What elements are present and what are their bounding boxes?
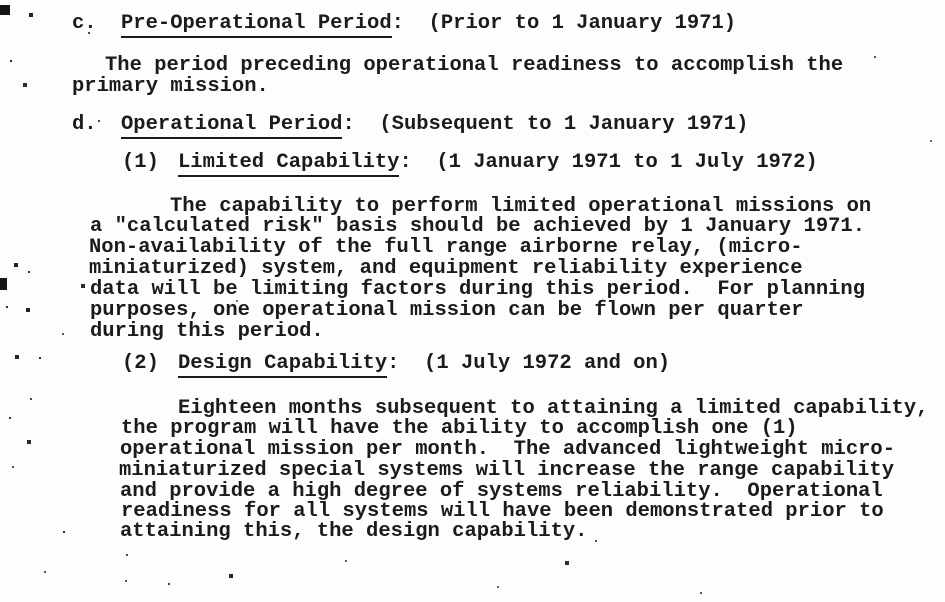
section-c-paragraph-line: primary mission. <box>72 75 269 98</box>
subsection-2-heading <box>178 353 670 375</box>
subsection-1-paragraph-line: purposes, one operational mission can be flown per quarter <box>90 299 804 322</box>
section-c-title-suffix: : (Prior to 1 January 1971) <box>391 12 737 35</box>
section-d-label: d. <box>72 113 97 136</box>
scan-speckles <box>0 0 2 2</box>
subsection-2-paragraph-line: miniaturized special systems will increase the range capability <box>119 459 895 482</box>
subsection-2-paragraph-line: the program will have the ability to accomplish one (1) <box>121 417 798 440</box>
subsection-2-paragraph-line: Eighteen months subsequent to attaining a limited capability, <box>178 397 929 420</box>
subsection-1-paragraph-line: Non-availability of the full range airborne relay, (micro- <box>89 236 803 259</box>
section-d-title-suffix: : (Subsequent to 1 January 1971) <box>342 113 749 136</box>
subsection-1-paragraph-line: miniaturized) system, and equipment reliability experience <box>89 257 803 280</box>
subsection-2-label: (2) <box>122 352 159 375</box>
subsection-2-paragraph-line: readiness for all systems will have been demonstrated prior to <box>121 500 884 523</box>
subsection-1-paragraph-line: during this period. <box>90 320 324 343</box>
scan-edge-mark <box>0 5 10 15</box>
subsection-1-label: (1) <box>122 151 159 174</box>
section-c-label: c. <box>72 12 97 35</box>
subsection-1-paragraph-line: data will be limiting factors during this period. For planning <box>90 278 866 301</box>
subsection-1-paragraph-line: a "calculated risk" basis should be achieved by 1 January 1971. <box>90 215 866 238</box>
section-c-heading <box>121 13 736 35</box>
subsection-1-title: Limited Capability <box>178 151 399 177</box>
subsection-1-heading <box>178 152 818 174</box>
subsection-1-paragraph-line: The capability to perform limited operational missions on <box>170 195 872 218</box>
subsection-2-title: Design Capability <box>178 352 387 378</box>
scan-edge-mark <box>0 278 7 290</box>
section-c-paragraph-line: The period preceding operational readiness to accomplish the <box>105 54 844 77</box>
section-c-title: Pre-Operational Period <box>121 12 392 38</box>
subsection-1-title-suffix: : (1 January 1971 to 1 July 1972) <box>399 151 818 174</box>
section-d-title: Operational Period <box>121 113 342 139</box>
section-d-heading <box>121 114 748 136</box>
subsection-2-paragraph-line: operational mission per month. The advanced lightweight micro- <box>120 438 896 461</box>
subsection-2-paragraph-line: and provide a high degree of systems reliability. Operational <box>120 480 883 503</box>
subsection-2-paragraph-line: attaining this, the design capability. <box>120 520 588 543</box>
subsection-2-title-suffix: : (1 July 1972 and on) <box>387 352 671 375</box>
